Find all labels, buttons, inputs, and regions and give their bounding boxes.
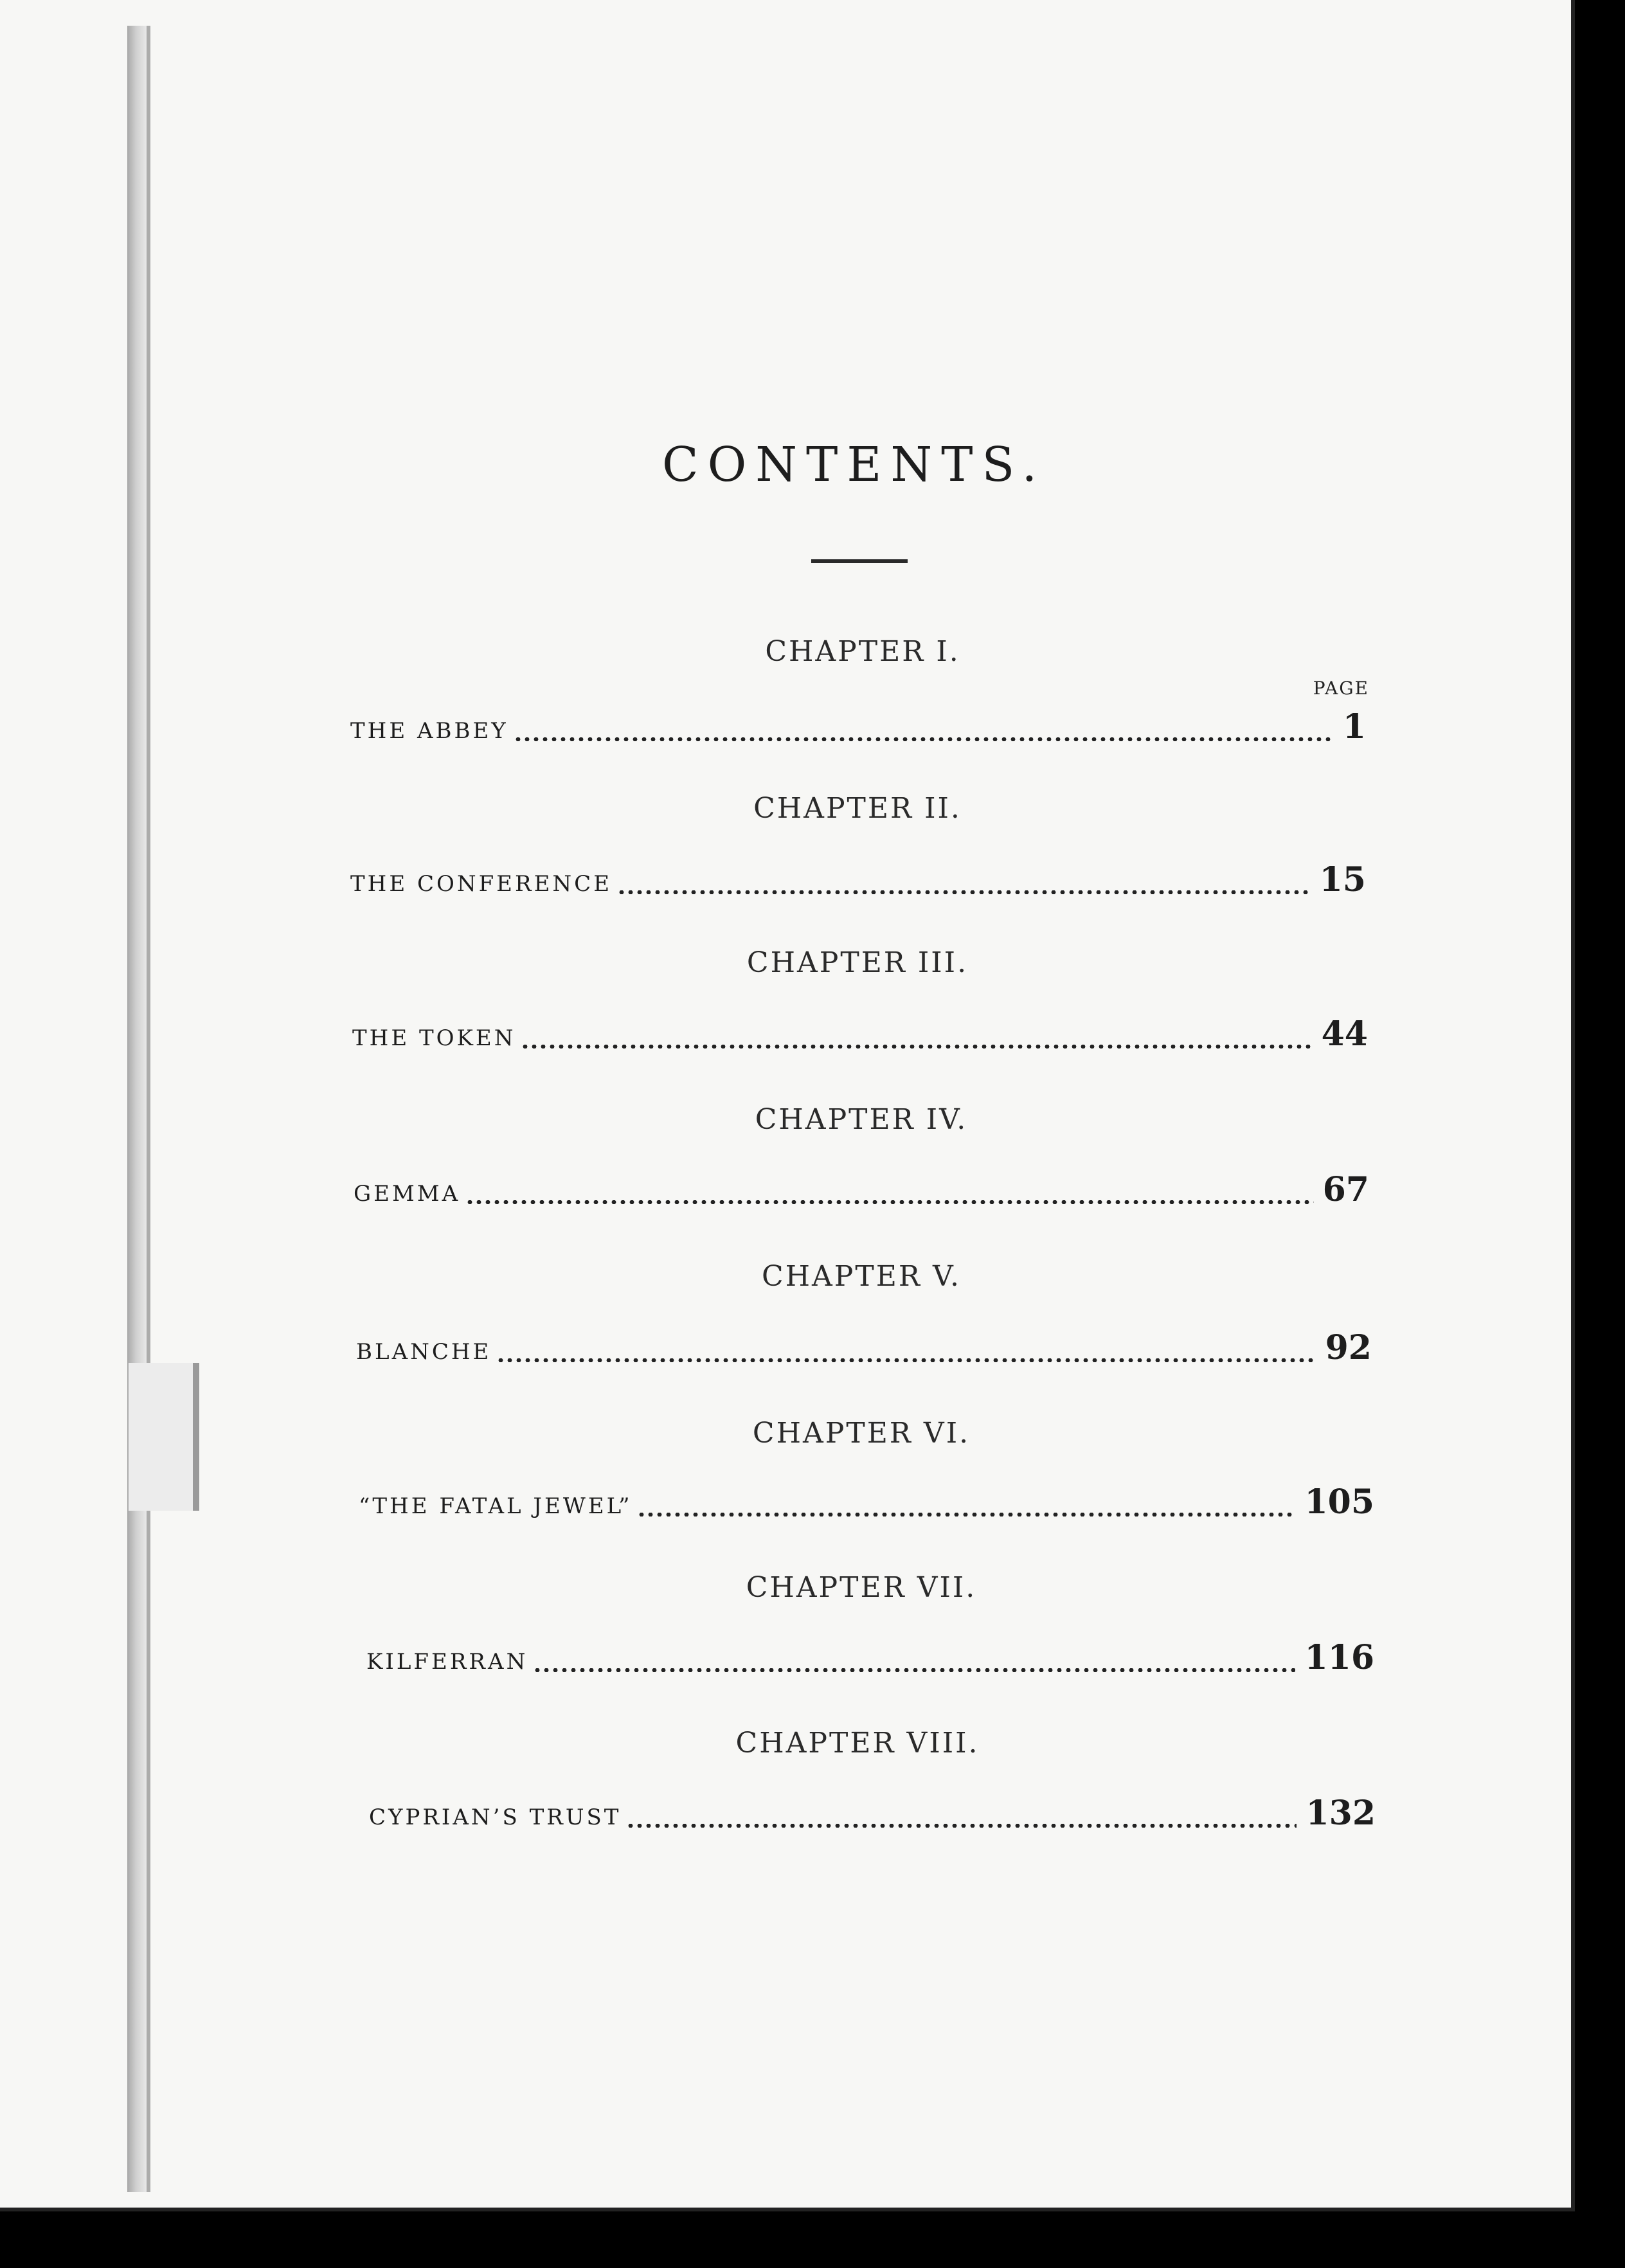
toc-entry-page: 67 [1322,1170,1369,1209]
chapter-heading: CHAPTER V. [761,1260,962,1293]
toc-entry-title: THE TOKEN [352,1025,516,1051]
toc-entry [352,1014,1368,1054]
dot-leader [533,1668,1295,1672]
toc-entry-page: 15 [1319,860,1366,899]
toc-entry-page: 1 [1342,707,1366,746]
chapter-heading: CHAPTER III. [746,946,969,979]
toc-entry-page: 105 [1304,1482,1374,1522]
toc-entry [354,1170,1369,1209]
dot-leader [514,737,1334,741]
toc-entry [359,1482,1374,1522]
torn-paper-tab [129,1363,199,1511]
toc-entry-title: KILFERRAN [366,1649,528,1675]
chapter-heading: CHAPTER IV. [755,1103,968,1136]
toc-entry-title: THE CONFERENCE [350,871,613,897]
toc-entry [356,1328,1372,1367]
toc-entry-page: 44 [1321,1014,1368,1054]
contents-heading: CONTENTS. [662,437,1046,492]
toc-entry-title: GEMMA [354,1181,461,1207]
dot-leader [617,890,1311,894]
chapter-heading: CHAPTER VIII. [735,1727,980,1760]
toc-entry [369,1794,1376,1833]
toc-entry-title: CYPRIAN’S TRUST [369,1805,622,1830]
binding-edge [147,26,150,2192]
toc-entry-title: THE ABBEY [350,718,508,744]
heading-rule [811,559,908,563]
toc-entry-page: 116 [1304,1638,1374,1677]
toc-entry [366,1638,1374,1677]
chapter-heading: CHAPTER VI. [752,1417,971,1450]
toc-entry-title: “THE FATAL JEWEL” [359,1493,633,1519]
toc-entry-title: BLANCHE [356,1339,492,1365]
chapter-heading: CHAPTER II. [753,792,962,825]
toc-entry-page: 92 [1325,1328,1372,1367]
dot-leader [626,1824,1297,1828]
dot-leader [465,1200,1313,1204]
binding-gutter [127,26,147,2192]
dot-leader [496,1358,1316,1362]
toc-entry [350,707,1366,746]
dot-leader [521,1045,1312,1048]
page-column-label: PAGE [1313,678,1369,699]
chapter-heading: CHAPTER VII. [746,1571,977,1604]
dot-leader [637,1513,1295,1516]
toc-entry-page: 132 [1306,1794,1376,1833]
toc-entry [350,860,1366,899]
chapter-heading: CHAPTER I. [765,635,960,668]
